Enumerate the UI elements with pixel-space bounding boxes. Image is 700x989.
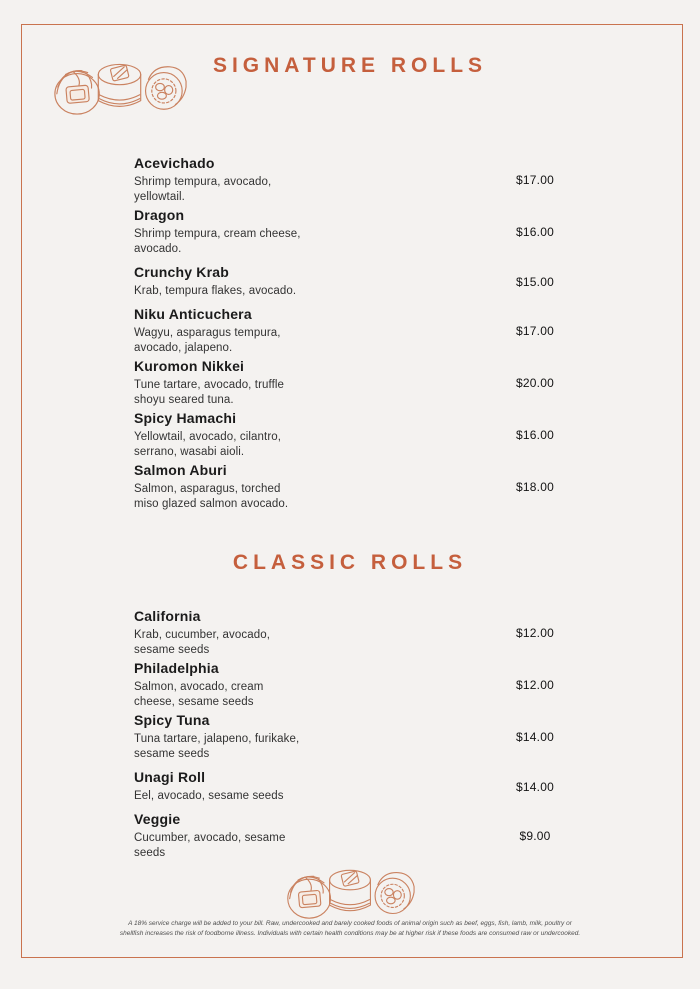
item-name: Crunchy Krab (134, 264, 229, 280)
item-description: Salmon, asparagus, torched miso glazed salmon avocado. (134, 483, 289, 510)
item-price: $17.00 (516, 324, 554, 338)
menu-item (134, 410, 566, 460)
item-description: Shrimp tempura, cream cheese, avocado. (134, 228, 301, 255)
menu-item (134, 764, 566, 809)
section-title-signature: SIGNATURE ROLLS (212, 54, 488, 77)
menu-item (134, 259, 566, 304)
item-description: Tune tartare, avocado, truffle shoyu seared tuna. (134, 379, 285, 406)
item-price: $14.00 (516, 779, 554, 794)
section-title-classic: CLASSIC ROLLS (232, 551, 468, 574)
menu-item (134, 462, 566, 512)
item-description: Salmon, avocado, cream cheese, sesame seeds (134, 681, 264, 708)
item-price: $17.00 (516, 173, 554, 187)
item-price: $18.00 (516, 480, 554, 494)
item-price: $12.00 (516, 626, 554, 640)
item-description: Cucumber, avocado, sesame seeds (134, 832, 286, 859)
item-description: Tuna tartare, jalapeno, furikake, sesame seeds (134, 733, 300, 760)
item-description: Krab, tempura flakes, avocado. (134, 285, 297, 297)
classic-rolls-list (134, 608, 566, 863)
item-price: $16.00 (516, 225, 554, 239)
item-description: Yellowtail, avocado, cilantro, serrano, wasabi aioli. (134, 431, 282, 458)
item-price: $16.00 (516, 428, 554, 442)
item-name: Dragon (134, 207, 185, 223)
signature-rolls-list (134, 155, 566, 514)
item-price: $14.00 (516, 730, 554, 744)
sushi-rolls-icon (285, 864, 415, 924)
menu-item (134, 712, 566, 762)
item-name: Philadelphia (134, 660, 219, 676)
menu-item (134, 207, 566, 257)
menu-item (134, 811, 566, 861)
menu-item (134, 306, 566, 356)
item-name: Salmon Aburi (134, 462, 227, 478)
menu-item (134, 155, 566, 205)
menu-item (134, 358, 566, 408)
item-price: $9.00 (519, 829, 551, 843)
item-name: California (134, 608, 201, 624)
disclaimer-text: A 18% service charge will be added to your bill. Raw, undercooked and barely cooked foods of animal origin such as beef, eggs, fish, lamb, milk, poultry or shellfish increases the risk of foodborne illness. Individuals with certain health conditions may be at higher risk if these foods are consumed raw or undercooked. (119, 920, 581, 937)
item-name: Spicy Hamachi (134, 410, 237, 426)
item-name: Niku Anticuchera (134, 306, 252, 322)
item-price: $20.00 (516, 376, 554, 390)
menu-item (134, 660, 566, 710)
item-name: Spicy Tuna (134, 712, 210, 728)
item-name: Unagi Roll (134, 769, 206, 785)
item-description: Eel, avocado, sesame seeds (134, 790, 284, 802)
item-name: Acevichado (134, 155, 215, 171)
item-name: Kuromon Nikkei (134, 358, 245, 374)
item-description: Shrimp tempura, avocado, yellowtail. (134, 176, 272, 203)
item-name: Veggie (134, 811, 181, 827)
item-price: $12.00 (516, 678, 554, 692)
menu-item (134, 608, 566, 658)
item-price: $15.00 (516, 274, 554, 289)
item-description: Krab, cucumber, avocado, sesame seeds (134, 629, 271, 656)
item-description: Wagyu, asparagus tempura, avocado, jalapeno. (134, 327, 281, 354)
